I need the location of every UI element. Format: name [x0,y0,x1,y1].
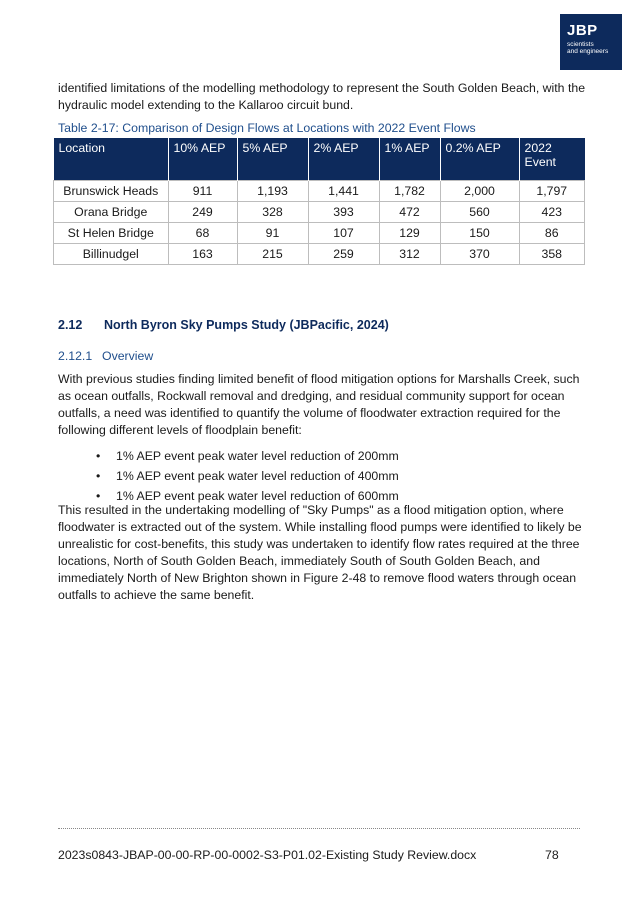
cell-value: 911 [168,181,237,202]
jbp-logo [560,14,622,70]
cell-value: 163 [168,244,237,265]
cell-value: 215 [237,244,308,265]
cell-value: 129 [379,223,440,244]
benefit-list [96,446,399,506]
cell-value: 150 [440,223,519,244]
section-title: North Byron Sky Pumps Study (JBPacific, 2024) [104,318,389,332]
subsection-heading [58,349,153,363]
table-row [54,181,585,202]
header-5-aep: 5% AEP [237,138,308,181]
cell-value: 312 [379,244,440,265]
cell-value: 91 [237,223,308,244]
cell-location: Orana Bridge [54,202,169,223]
section-number: 2.12 [58,318,83,332]
cell-value: 68 [168,223,237,244]
footer-divider [58,828,580,829]
cell-value: 259 [308,244,379,265]
header-10-aep: 10% AEP [168,138,237,181]
list-item: • 1% AEP event peak water level reduction of 200mm [96,446,399,466]
cell-value: 2,000 [440,181,519,202]
cell-location: St Helen Bridge [54,223,169,244]
table-header-row [54,138,585,181]
cell-value: 393 [308,202,379,223]
cell-value: 1,193 [237,181,308,202]
subsection-number: 2.12.1 [58,349,93,363]
logo-brand: JBP [567,22,598,39]
intro-paragraph: identified limitations of the modelling methodology to represent the South Golden Beach, with the hydraulic model extending to the Kallaroo circuit bund. [58,81,586,112]
list-item: • 1% AEP event peak water level reduction of 600mm [96,486,399,506]
cell-value: 358 [519,244,585,265]
table-row [54,244,585,265]
header-2-aep: 2% AEP [308,138,379,181]
cell-value: 1,441 [308,181,379,202]
table-row [54,223,585,244]
header-0-2-aep: 0.2% AEP [440,138,519,181]
header-1-aep: 1% AEP [379,138,440,181]
cell-value: 472 [379,202,440,223]
cell-value: 1,797 [519,181,585,202]
header-location: Location [54,138,169,181]
cell-value: 423 [519,202,585,223]
cell-location: Billinudgel [54,244,169,265]
overview-paragraph-2: This resulted in the undertaking modelling of "Sky Pumps" as a flood mitigation option, where floodwater is extracted out of the system. While installing flood pumps were identified to likely be unrealistic for cost-benefits, this study was undertaken to identify flow rates required at the three locations, North of South Golden Beach, immediately South of South Golden Beach, and immediately North of New Brighton shown in Figure 2-48 to remove flood waters through ocean outfalls to achieve the same benefit. [58,503,582,602]
design-flows-table [53,138,585,265]
list-item: • 1% AEP event peak water level reduction of 400mm [96,466,399,486]
cell-value: 107 [308,223,379,244]
footer-doc-ref: 2023s0843-JBAP-00-00-RP-00-0002-S3-P01.02-Existing Study Review.docx [58,848,477,862]
cell-value: 560 [440,202,519,223]
logo-tagline: scientists and engineers [567,41,609,55]
section-heading [58,318,389,332]
cell-value: 86 [519,223,585,244]
cell-location: Brunswick Heads [54,181,169,202]
overview-paragraph-1: With previous studies finding limited benefit of flood mitigation options for Marshalls Creek, such as ocean outfalls, Rockwall removal and dredging, and residual community support for ocean outfalls, a need was identified to quantify the volume of floodwater extraction required for the following different levels of floodplain benefit: [58,372,580,437]
page-number: 78 [545,848,559,862]
table-caption: Table 2-17: Comparison of Design Flows at Locations with 2022 Event Flows [58,121,476,135]
subsection-title: Overview [102,349,154,363]
cell-value: 249 [168,202,237,223]
table-row [54,202,585,223]
cell-value: 370 [440,244,519,265]
cell-value: 328 [237,202,308,223]
cell-value: 1,782 [379,181,440,202]
header-2022-event: 2022 Event [519,138,585,181]
